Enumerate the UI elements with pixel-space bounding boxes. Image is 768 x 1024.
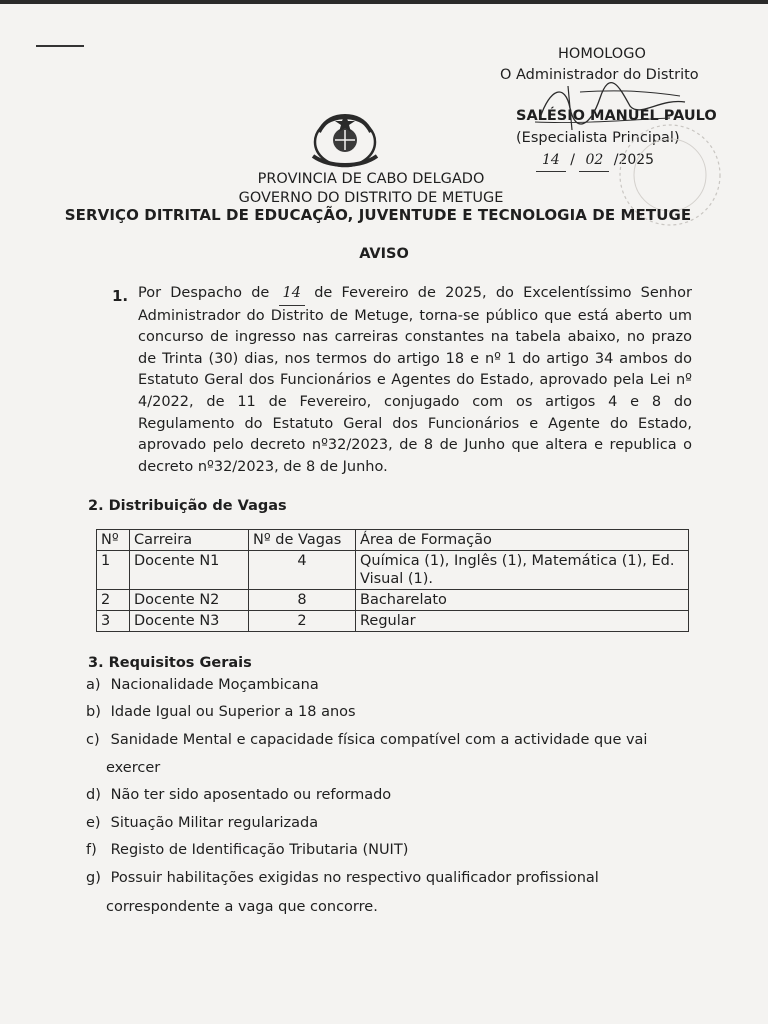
table-cell: 8 xyxy=(249,590,356,611)
requirement-item xyxy=(86,677,706,693)
approval-date: 14 / 02 /2025 xyxy=(536,150,654,172)
requirement-label: d) xyxy=(86,787,101,803)
table-row xyxy=(97,611,689,632)
requirement-item xyxy=(86,842,706,858)
table-cell: 4 xyxy=(249,551,356,590)
approval-role: (Especialista Principal) xyxy=(516,130,680,146)
paragraph-1-text: de Fevereiro de 2025, do Excelentíssimo Senhor Administrador do Distrito de Metuge, torna-se público que está aberto um concurso de ingresso nas carreiras constantes na tabela abaixo, no prazo de Trinta (30) dias, nos termos do artigo 18 e nº 1 do artigo 34 ambos do Estatuto Geral dos Funcionários e Agentes do Estado, aprovado pela Lei nº 4/2022, de 11 de Fevereiro, conjugado com os artigos 4 e 8 do Regulamento do Estatuto Geral dos Funcionários e Agente do Estado, aprovado pelo decreto nº32/2023, de 8 de Junho que altera e republica o decreto nº32/2023, de 8 de Junho. xyxy=(138,285,693,475)
requirement-continuation: exercer xyxy=(106,760,161,776)
approval-date-year: /2025 xyxy=(613,152,655,168)
section-3-title: 3. Requisitos Gerais xyxy=(88,655,252,671)
handwritten-day: 14 xyxy=(279,283,305,306)
requirement-item xyxy=(86,704,706,720)
table-cell: Docente N1 xyxy=(130,551,249,590)
approval-date-day: 14 xyxy=(536,150,566,172)
table-cell: 2 xyxy=(97,590,130,611)
pen-mark xyxy=(36,45,84,47)
province-heading: PROVINCIA DE CABO DELGADO xyxy=(257,171,485,187)
requirement-label: g) xyxy=(86,870,101,886)
approval-name: SALÉSIO MANUEL PAULO xyxy=(516,108,717,124)
government-heading: GOVERNO DO DISTRITO DE METUGE xyxy=(238,190,504,206)
requirement-label: f) xyxy=(86,842,97,858)
paragraph-number: 1. xyxy=(112,287,129,305)
column-header: Carreira xyxy=(130,530,249,551)
section-2-title: 2. Distribuição de Vagas xyxy=(88,498,287,514)
table-cell: Docente N2 xyxy=(130,590,249,611)
requirement-text: Registo de Identificação Tributaria (NUIT) xyxy=(110,842,409,858)
service-heading: SERVIÇO DITRITAL DE EDUCAÇÃO, JUVENTUDE E TECNOLOGIA DE METUGE xyxy=(64,206,692,224)
approval-title: HOMOLOGO xyxy=(558,46,646,62)
requirement-text: Nacionalidade Moçambicana xyxy=(110,677,319,693)
page-top-border xyxy=(0,0,768,4)
notice-title: AVISO xyxy=(359,246,409,262)
requirement-continuation: correspondente a vaga que concorre. xyxy=(106,899,378,915)
table-row xyxy=(97,551,689,590)
requirement-text: Sanidade Mental e capacidade física compatível com a actividade que vai xyxy=(110,732,648,748)
column-header: Nº de Vagas xyxy=(249,530,356,551)
table-header-row xyxy=(97,530,689,551)
vacancies-table xyxy=(96,529,689,632)
approval-date-month: 02 xyxy=(579,150,609,172)
approval-admin-line: O Administrador do Distrito xyxy=(500,67,699,83)
table-cell: Regular xyxy=(356,611,689,632)
requirement-item xyxy=(86,732,706,776)
mozambique-emblem-icon xyxy=(305,112,385,170)
requirement-text: Não ter sido aposentado ou reformado xyxy=(110,787,392,803)
table-cell: 1 xyxy=(97,551,130,590)
requirement-item xyxy=(86,815,706,831)
requirement-text: Situação Militar regularizada xyxy=(110,815,319,831)
table-cell: Docente N3 xyxy=(130,611,249,632)
requirement-label: b) xyxy=(86,704,101,720)
paragraph-1-pre: Por Despacho de xyxy=(138,285,270,301)
column-header: Nº xyxy=(97,530,130,551)
requirement-text: Idade Igual ou Superior a 18 anos xyxy=(110,704,356,720)
requirement-label: a) xyxy=(86,677,101,693)
requirement-item xyxy=(86,787,706,803)
table-row xyxy=(97,590,689,611)
requirement-item xyxy=(86,870,706,915)
requirement-label: c) xyxy=(86,732,100,748)
table-cell: Bacharelato xyxy=(356,590,689,611)
paragraph-1 xyxy=(138,283,692,478)
table-cell: Química (1), Inglês (1), Matemática (1), Ed. Visual (1). xyxy=(356,551,689,590)
table-cell: 3 xyxy=(97,611,130,632)
requirement-label: e) xyxy=(86,815,101,831)
table-cell: 2 xyxy=(249,611,356,632)
requirement-text: Possuir habilitações exigidas no respectivo qualificador profissional xyxy=(110,870,599,886)
column-header: Área de Formação xyxy=(356,530,689,551)
